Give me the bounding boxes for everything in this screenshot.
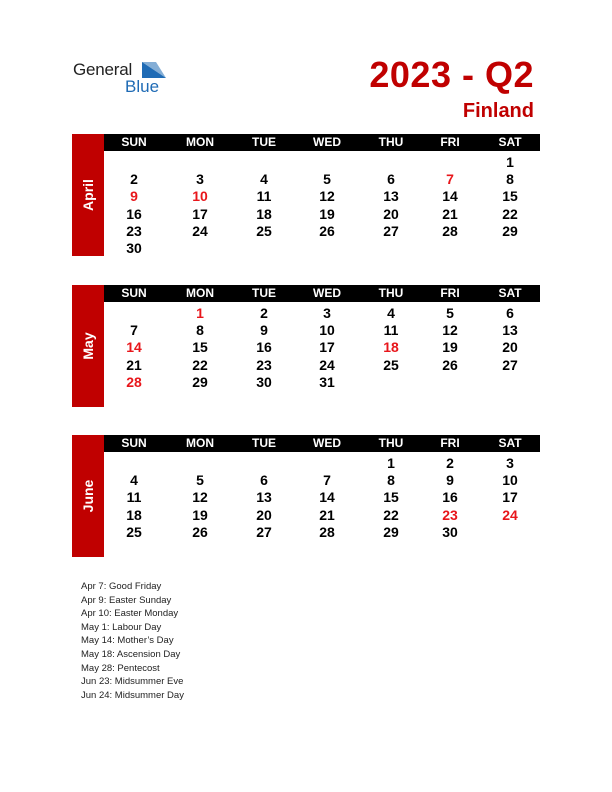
weekday-label: TUE <box>252 135 276 149</box>
holiday-item: May 18: Ascension Day <box>81 648 181 660</box>
day-cell: 19 <box>192 506 208 523</box>
weekday-label: WED <box>313 135 341 149</box>
day-cell: 24 <box>502 506 518 523</box>
weekday-label: THU <box>378 286 404 300</box>
day-cell: 8 <box>196 322 204 339</box>
day-cell: 25 <box>126 523 142 540</box>
day-cell: 21 <box>126 356 142 373</box>
day-cell: 6 <box>387 171 395 188</box>
day-cell: 4 <box>260 171 268 188</box>
weekday-label: WED <box>313 436 341 450</box>
day-cell: 26 <box>319 222 335 239</box>
day-cell: 3 <box>506 455 514 471</box>
weekday-label: SAT <box>498 135 522 149</box>
day-cell: 8 <box>387 472 395 489</box>
day-cell: 13 <box>256 489 272 506</box>
day-cell: 11 <box>256 188 272 205</box>
day-cell: 5 <box>323 171 331 188</box>
day-cell: 17 <box>192 205 208 222</box>
month-tab <box>72 435 104 557</box>
day-cell: 9 <box>260 322 268 339</box>
holiday-item: Jun 24: Midsummer Day <box>81 689 184 701</box>
day-cell: 23 <box>256 356 272 373</box>
weekday-label: SUN <box>121 135 147 149</box>
weekday-label: MON <box>186 286 214 300</box>
holiday-item: Apr 10: Easter Monday <box>81 608 179 620</box>
weekday-label: THU <box>378 135 404 149</box>
day-cell: 3 <box>323 305 331 321</box>
country-label: Finland <box>462 100 534 122</box>
month-name: June <box>80 479 96 513</box>
month-name: April <box>80 179 96 211</box>
day-cell: 23 <box>126 222 142 239</box>
holiday-item: May 28: Pentecost <box>81 662 160 674</box>
day-cell: 5 <box>196 472 204 489</box>
day-cell: 1 <box>387 455 395 471</box>
day-cell: 2 <box>446 455 454 471</box>
day-cell: 17 <box>502 489 518 506</box>
day-cell: 22 <box>502 205 518 222</box>
day-cell: 10 <box>319 322 335 339</box>
day-cell: 8 <box>506 171 514 188</box>
day-cell: 21 <box>442 205 458 222</box>
day-cell: 6 <box>506 305 514 321</box>
day-cell: 28 <box>319 523 335 540</box>
day-cell: 22 <box>192 356 208 373</box>
day-cell: 18 <box>256 205 272 222</box>
day-cell: 15 <box>383 489 399 506</box>
day-cell: 16 <box>442 489 458 506</box>
day-cell: 11 <box>126 489 142 506</box>
day-cell: 1 <box>196 305 204 321</box>
day-cell: 20 <box>256 506 272 523</box>
day-cell: 1 <box>506 154 514 170</box>
day-cell: 21 <box>319 506 335 523</box>
day-cell: 12 <box>442 322 458 339</box>
weekday-label: MON <box>186 135 214 149</box>
day-cell: 27 <box>256 523 272 540</box>
day-cell: 27 <box>502 356 518 373</box>
day-cell: 14 <box>126 339 142 356</box>
holiday-item: Apr 7: Good Friday <box>81 581 162 592</box>
holiday-item: May 14: Mother’s Day <box>81 635 174 647</box>
holiday-item: Apr 9: Easter Sunday <box>81 594 172 606</box>
logo <box>73 60 183 100</box>
holiday-item: May 1: Labour Day <box>81 621 162 633</box>
month-name: May <box>80 332 96 360</box>
day-cell: 16 <box>126 205 142 222</box>
day-cell: 18 <box>126 506 142 523</box>
day-cell: 26 <box>442 356 458 373</box>
holiday-list <box>81 580 184 702</box>
month-may <box>72 285 540 407</box>
day-cell: 9 <box>130 188 138 205</box>
weekday-label: TUE <box>252 286 276 300</box>
weekday-label: THU <box>378 436 404 450</box>
day-cell: 13 <box>502 322 518 339</box>
logo-flag-icon <box>142 62 166 78</box>
weekday-label: FRI <box>440 286 460 300</box>
day-cell: 7 <box>446 171 454 188</box>
day-cell: 2 <box>130 171 138 188</box>
page-title: 2023 - Q2 <box>369 54 534 95</box>
day-cell: 6 <box>260 472 268 489</box>
day-cell: 25 <box>256 222 272 239</box>
day-cell: 27 <box>383 222 399 239</box>
day-cell: 11 <box>383 322 399 339</box>
day-cell: 25 <box>383 356 399 373</box>
day-cell: 24 <box>319 356 335 373</box>
day-cell: 18 <box>383 339 399 356</box>
weekday-label: SUN <box>121 286 147 300</box>
day-cell: 5 <box>446 305 454 321</box>
day-cell: 20 <box>502 339 518 356</box>
day-cell: 19 <box>319 205 335 222</box>
day-cell: 26 <box>192 523 208 540</box>
day-cell: 7 <box>323 472 331 489</box>
day-cell: 4 <box>130 472 138 489</box>
day-cell: 29 <box>502 222 518 239</box>
day-cell: 30 <box>126 240 142 256</box>
day-cell: 30 <box>442 523 458 540</box>
month-tab <box>72 285 104 407</box>
month-tab <box>72 134 104 256</box>
logo-general: General <box>73 60 133 79</box>
day-cell: 31 <box>319 373 335 390</box>
month-june <box>72 435 540 557</box>
day-cell: 10 <box>502 472 518 489</box>
day-cell: 28 <box>442 222 458 239</box>
weekday-label: FRI <box>440 135 460 149</box>
day-cell: 23 <box>442 506 458 523</box>
holiday-item: Jun 23: Midsummer Eve <box>81 676 184 688</box>
day-cell: 12 <box>319 188 335 205</box>
day-cell: 29 <box>192 373 208 390</box>
day-cell: 16 <box>256 339 272 356</box>
day-cell: 17 <box>319 339 335 356</box>
day-cell: 24 <box>192 222 208 239</box>
day-cell: 15 <box>192 339 208 356</box>
day-cell: 28 <box>126 373 142 390</box>
weekday-label: SAT <box>498 436 522 450</box>
day-cell: 14 <box>442 188 458 205</box>
weekday-label: TUE <box>252 436 276 450</box>
day-cell: 7 <box>130 322 138 339</box>
weekday-label: MON <box>186 436 214 450</box>
day-cell: 14 <box>319 489 335 506</box>
logo-blue: Blue <box>125 77 160 96</box>
day-cell: 22 <box>383 506 399 523</box>
day-cell: 20 <box>383 205 399 222</box>
day-cell: 13 <box>383 188 399 205</box>
month-april <box>72 134 540 256</box>
day-cell: 12 <box>192 489 208 506</box>
weekday-label: FRI <box>440 436 460 450</box>
day-cell: 4 <box>387 305 395 321</box>
day-cell: 9 <box>446 472 454 489</box>
day-cell: 10 <box>192 188 208 205</box>
weekday-label: SUN <box>121 436 147 450</box>
weekday-label: WED <box>313 286 341 300</box>
day-cell: 19 <box>442 339 458 356</box>
day-cell: 3 <box>196 171 204 188</box>
day-cell: 30 <box>256 373 272 390</box>
weekday-label: SAT <box>498 286 522 300</box>
day-cell: 29 <box>383 523 399 540</box>
day-cell: 2 <box>260 305 268 321</box>
day-cell: 15 <box>502 188 518 205</box>
